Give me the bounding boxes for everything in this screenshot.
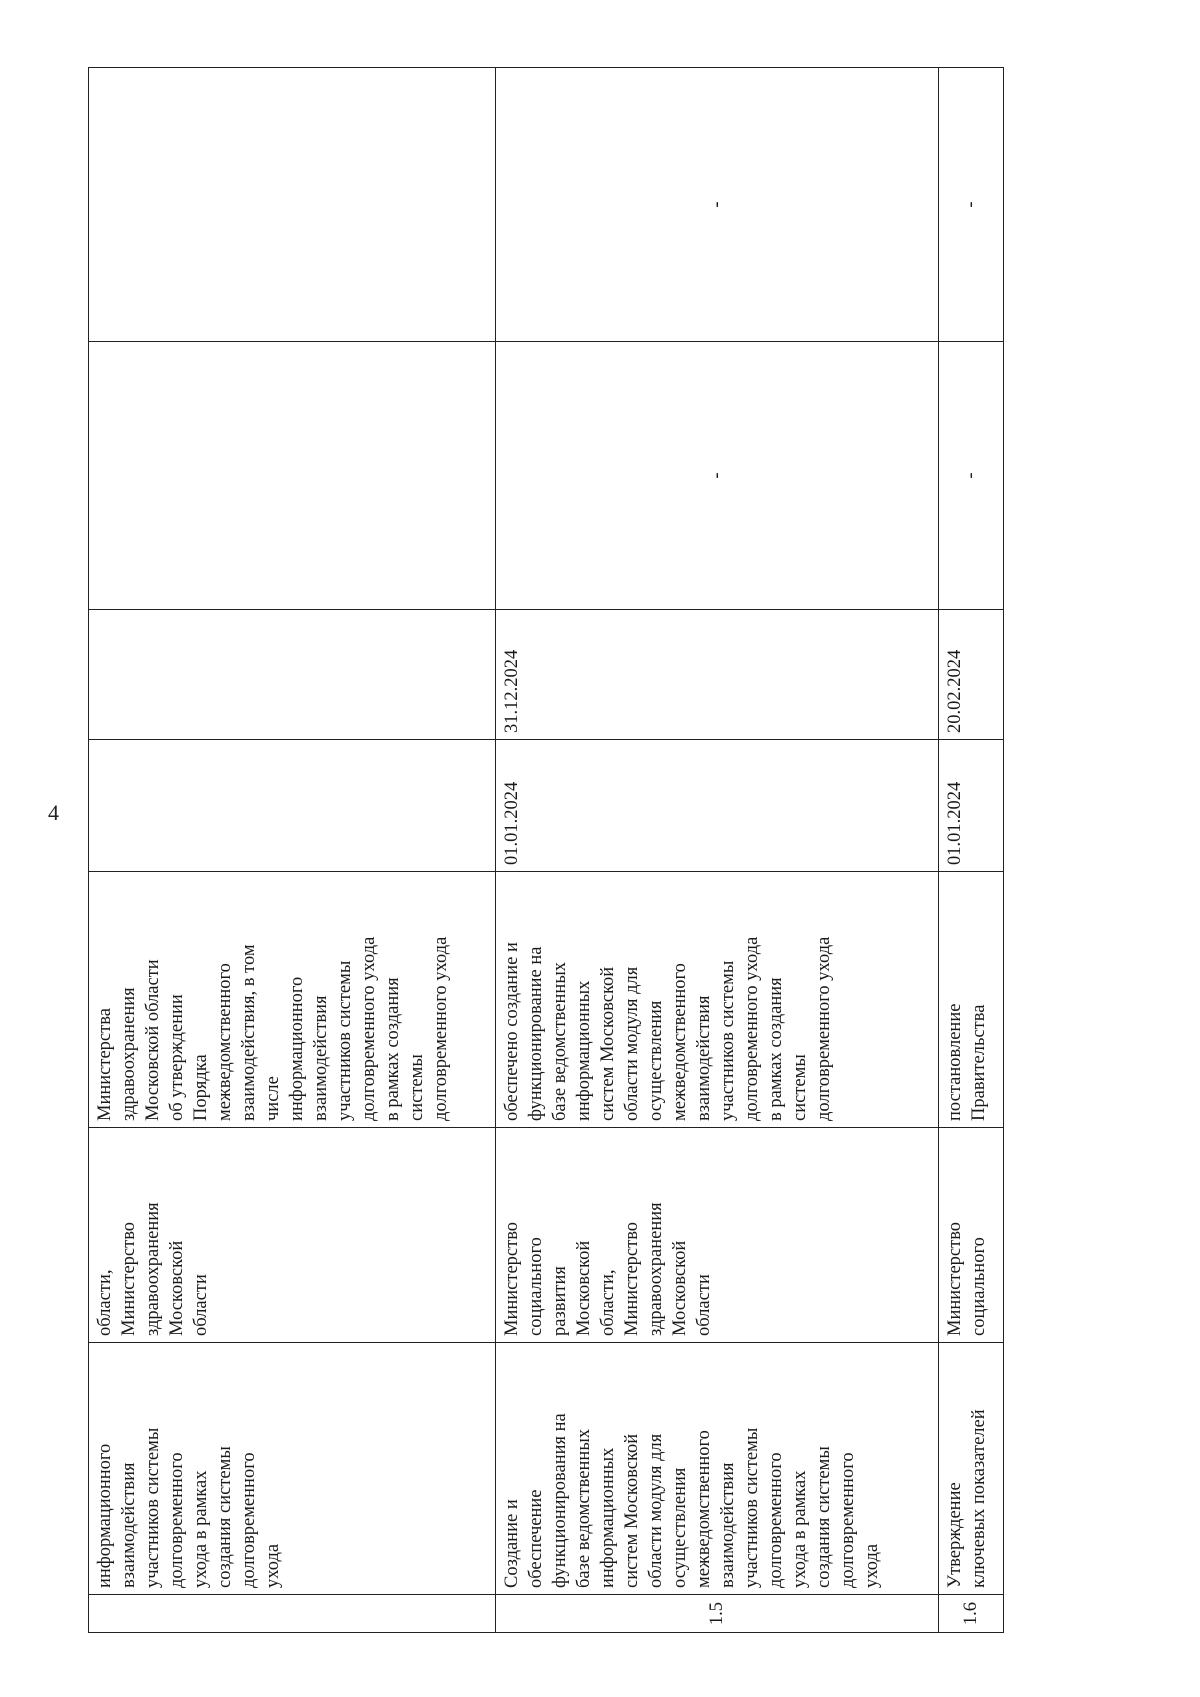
responsible-cell: Министерство социального развития Московской области, Министерство здравоохранения Московской области: [496, 1128, 939, 1343]
plan-table: [88, 67, 1004, 1633]
result-cell: Министерства здравоохранения Московской области об утверждении Порядка межведомственного взаимодействия, в том числе информационного взаимодействия участников системы долговременного ухода в рамках создания системы долговременного ухода: [89, 872, 496, 1128]
table-row: [939, 68, 1004, 1633]
result-cell: постановление Правительства: [939, 872, 1004, 1128]
event-name-cell: информационного взаимодействия участников системы долговременного ухода в рамках создания системы долговременного ухода: [89, 1343, 496, 1595]
event-name-cell: Утверждение ключевых показателей: [939, 1343, 1004, 1595]
end-date-cell: 20.02.2024: [939, 610, 1004, 740]
rotated-table-container: [88, 68, 1088, 1633]
responsible-cell: Министерство социального: [939, 1128, 1004, 1343]
start-date-cell: 01.01.2024: [939, 740, 1004, 872]
event-name-cell: Создание и обеспечение функционирования на базе ведомственных информационных систем Московской области модуля для осуществления межведомственного взаимодействия участников системы долговременного ухода в рамках создания системы долговременного ухода: [496, 1343, 939, 1595]
value-cell: -: [496, 342, 939, 610]
value-cell: -: [939, 68, 1004, 342]
row-number: 1.6: [939, 1595, 1004, 1633]
responsible-cell: области, Министерство здравоохранения Московской области: [89, 1128, 496, 1343]
row-number: [89, 1595, 496, 1633]
value-cell: -: [939, 342, 1004, 610]
start-date-cell: 01.01.2024: [496, 740, 939, 872]
row-number: 1.5: [496, 1595, 939, 1633]
value-cell: [89, 68, 496, 342]
table-row: [496, 68, 939, 1633]
value-cell: -: [496, 68, 939, 342]
end-date-cell: [89, 610, 496, 740]
table-row: [89, 68, 496, 1633]
value-cell: [89, 342, 496, 610]
end-date-cell: 31.12.2024: [496, 610, 939, 740]
page-number: 4: [48, 800, 59, 825]
result-cell: обеспечено создание и функционирование на базе ведомственных информационных систем Московской области модуля для осуществления межведомственного взаимодействия участников системы долговременного ухода в рамках создания системы долговременного ухода: [496, 872, 939, 1128]
start-date-cell: [89, 740, 496, 872]
